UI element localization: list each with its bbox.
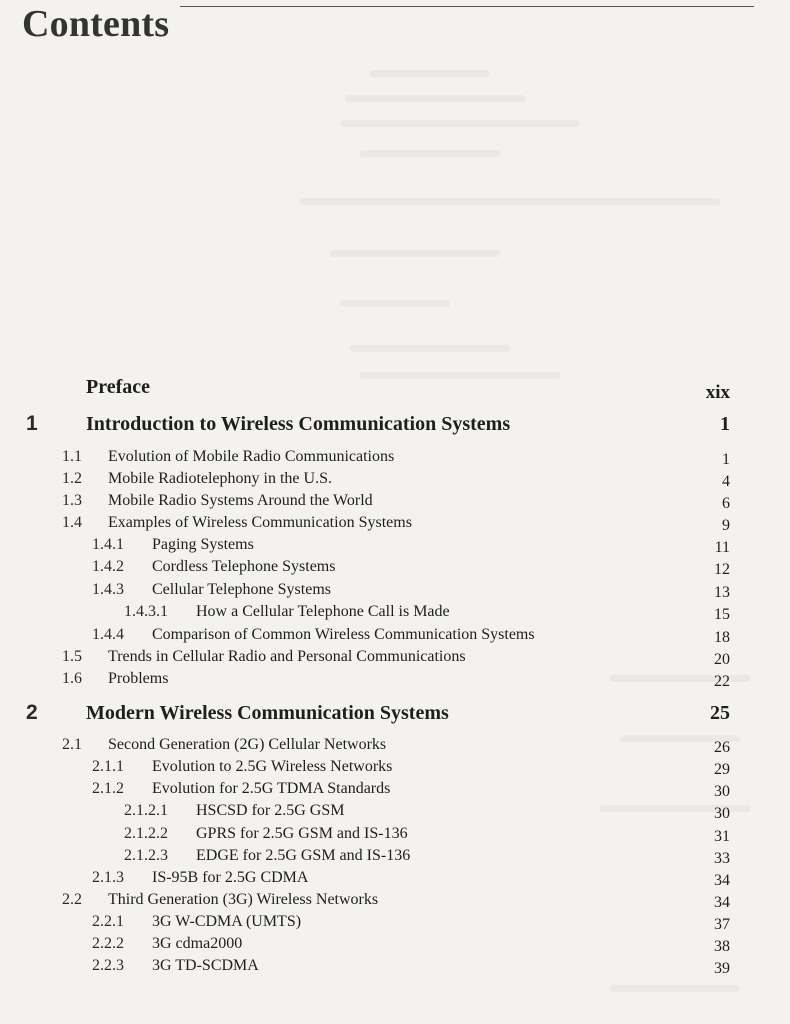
toc-subsubsection-2-1-2-1 <box>0 802 790 824</box>
toc-entry-page: 1 <box>720 413 730 435</box>
toc-entry-title: Comparison of Common Wireless Communication Systems <box>152 626 535 643</box>
toc-entry-number: 1.5 <box>62 648 82 665</box>
toc-entry-page: 22 <box>714 673 730 690</box>
toc-entry-number: 2.2.3 <box>92 957 124 974</box>
toc-entry-page: 37 <box>714 916 730 933</box>
toc-section-2-2 <box>0 891 790 913</box>
toc-entry-title: Cordless Telephone Systems <box>152 558 336 575</box>
toc-entry-number: 1.4.4 <box>92 626 124 643</box>
toc-entry-page: 1 <box>722 451 730 468</box>
toc-entry-title: Evolution for 2.5G TDMA Standards <box>152 780 391 797</box>
toc-entry-number: 1.6 <box>62 670 82 687</box>
toc-entry-title: Paging Systems <box>152 536 254 553</box>
toc-entry-number: 1.4 <box>62 514 82 531</box>
toc-entry-number: 2.1.2.3 <box>124 847 168 864</box>
toc-entry-page: 34 <box>714 894 730 911</box>
toc-entry-title: Trends in Cellular Radio and Personal Communications <box>108 648 466 665</box>
toc-entry-page: 33 <box>714 850 730 867</box>
toc-entry-title: Introduction to Wireless Communication Systems <box>86 413 511 435</box>
toc-subsubsection-2-1-2-3 <box>0 847 790 869</box>
toc-subsection-2-1-2 <box>0 780 790 802</box>
toc-entry-number: 2.1.2 <box>92 780 124 797</box>
toc-entry-title: Third Generation (3G) Wireless Networks <box>108 891 379 908</box>
toc-entry-page: 9 <box>722 517 730 534</box>
toc-entry-page: 34 <box>714 872 730 889</box>
toc-entry-title: Cellular Telephone Systems <box>152 581 331 598</box>
toc-subsection-2-2-1 <box>0 913 790 935</box>
toc-entry-page: 30 <box>714 805 730 822</box>
toc-entry-number: 2.2.2 <box>92 935 124 952</box>
toc-entry-page: 38 <box>714 938 730 955</box>
toc-entry-number: 2.1.3 <box>92 869 124 886</box>
toc-entry-title: Problems <box>108 670 169 687</box>
toc-entry-page: 25 <box>710 702 730 724</box>
toc-entry-page: 30 <box>714 783 730 800</box>
toc-entry-title: HSCSD for 2.5G GSM <box>196 802 345 819</box>
toc-entry-title: 3G TD-SCDMA <box>152 957 259 974</box>
toc-entry-title: Preface <box>86 376 151 398</box>
toc-section-1-3 <box>0 492 790 514</box>
toc-chapter-1 <box>0 413 790 441</box>
toc-subsection-1-4-1 <box>0 536 790 558</box>
toc-entry-number: 2.1.2.2 <box>124 825 168 842</box>
toc-subsection-1-4-3 <box>0 581 790 603</box>
toc-entry-number: 2.2 <box>62 891 82 908</box>
toc-entry-page: 20 <box>714 651 730 668</box>
toc-section-1-2 <box>0 470 790 492</box>
page-title: Contents <box>22 3 170 45</box>
toc-entry-title: EDGE for 2.5G GSM and IS-136 <box>196 847 411 864</box>
toc-entry-number: 2 <box>26 701 38 724</box>
toc-entry-number: 2.1.1 <box>92 758 124 775</box>
toc-entry-title: Evolution to 2.5G Wireless Networks <box>152 758 393 775</box>
toc-entry-title: GPRS for 2.5G GSM and IS-136 <box>196 825 408 842</box>
toc-entry-page: 12 <box>714 561 730 578</box>
toc-entry-page: 11 <box>714 539 730 556</box>
toc-entry-number: 1.4.3 <box>92 581 124 598</box>
toc-entry-number: 1 <box>26 412 38 435</box>
toc-section-2-1 <box>0 736 790 758</box>
toc-entry-title: 3G W-CDMA (UMTS) <box>152 913 302 930</box>
toc-subsection-1-4-4 <box>0 626 790 648</box>
toc-section-1-1 <box>0 448 790 470</box>
toc-entry-title: Modern Wireless Communication Systems <box>86 702 449 724</box>
toc-entry-title: Examples of Wireless Communication Systems <box>108 514 412 531</box>
toc-entry-page: xix <box>705 382 730 403</box>
toc-entry-page: 18 <box>714 629 730 646</box>
toc-entry-number: 1.3 <box>62 492 82 509</box>
toc-entry-number: 1.4.2 <box>92 558 124 575</box>
toc-entry-page: 39 <box>714 960 730 977</box>
toc-entry-number: 2.1.2.1 <box>124 802 168 819</box>
toc-entry-number: 1.1 <box>62 448 82 465</box>
toc-entry-title: Mobile Radiotelephony in the U.S. <box>108 470 332 487</box>
toc-entry-number: 1.2 <box>62 470 82 487</box>
toc-subsection-2-2-3 <box>0 957 790 979</box>
toc-entry-page: 26 <box>714 739 730 756</box>
toc-subsection-2-2-2 <box>0 935 790 957</box>
toc-subsection-2-1-3 <box>0 869 790 891</box>
toc-section-1-5 <box>0 648 790 670</box>
toc-entry-title: How a Cellular Telephone Call is Made <box>196 603 450 620</box>
toc-entry-preface <box>0 376 790 403</box>
toc-entry-page: 15 <box>714 606 730 623</box>
toc-entry-number: 1.4.3.1 <box>124 603 168 620</box>
toc-entry-title: Second Generation (2G) Cellular Networks <box>108 736 387 753</box>
toc-entry-number: 1.4.1 <box>92 536 124 553</box>
toc-subsection-1-4-2 <box>0 558 790 580</box>
toc-section-1-4 <box>0 514 790 536</box>
toc-entry-page: 13 <box>714 584 730 601</box>
toc-entry-page: 29 <box>714 761 730 778</box>
toc-entry-page: 4 <box>722 473 730 490</box>
toc-entry-page: 6 <box>722 495 730 512</box>
toc-subsubsection-2-1-2-2 <box>0 825 790 847</box>
toc-chapter-2 <box>0 702 790 730</box>
toc-entry-title: IS-95B for 2.5G CDMA <box>152 869 309 886</box>
toc-subsubsection-1-4-3-1 <box>0 603 790 625</box>
toc-entry-title: Mobile Radio Systems Around the World <box>108 492 373 509</box>
toc-subsection-2-1-1 <box>0 758 790 780</box>
toc-section-1-6 <box>0 670 790 692</box>
toc-entry-number: 2.1 <box>62 736 82 753</box>
toc-entry-page: 31 <box>714 828 730 845</box>
toc-entry-title: Evolution of Mobile Radio Communications <box>108 448 395 465</box>
toc-entry-number: 2.2.1 <box>92 913 124 930</box>
toc-entry-title: 3G cdma2000 <box>152 935 243 952</box>
